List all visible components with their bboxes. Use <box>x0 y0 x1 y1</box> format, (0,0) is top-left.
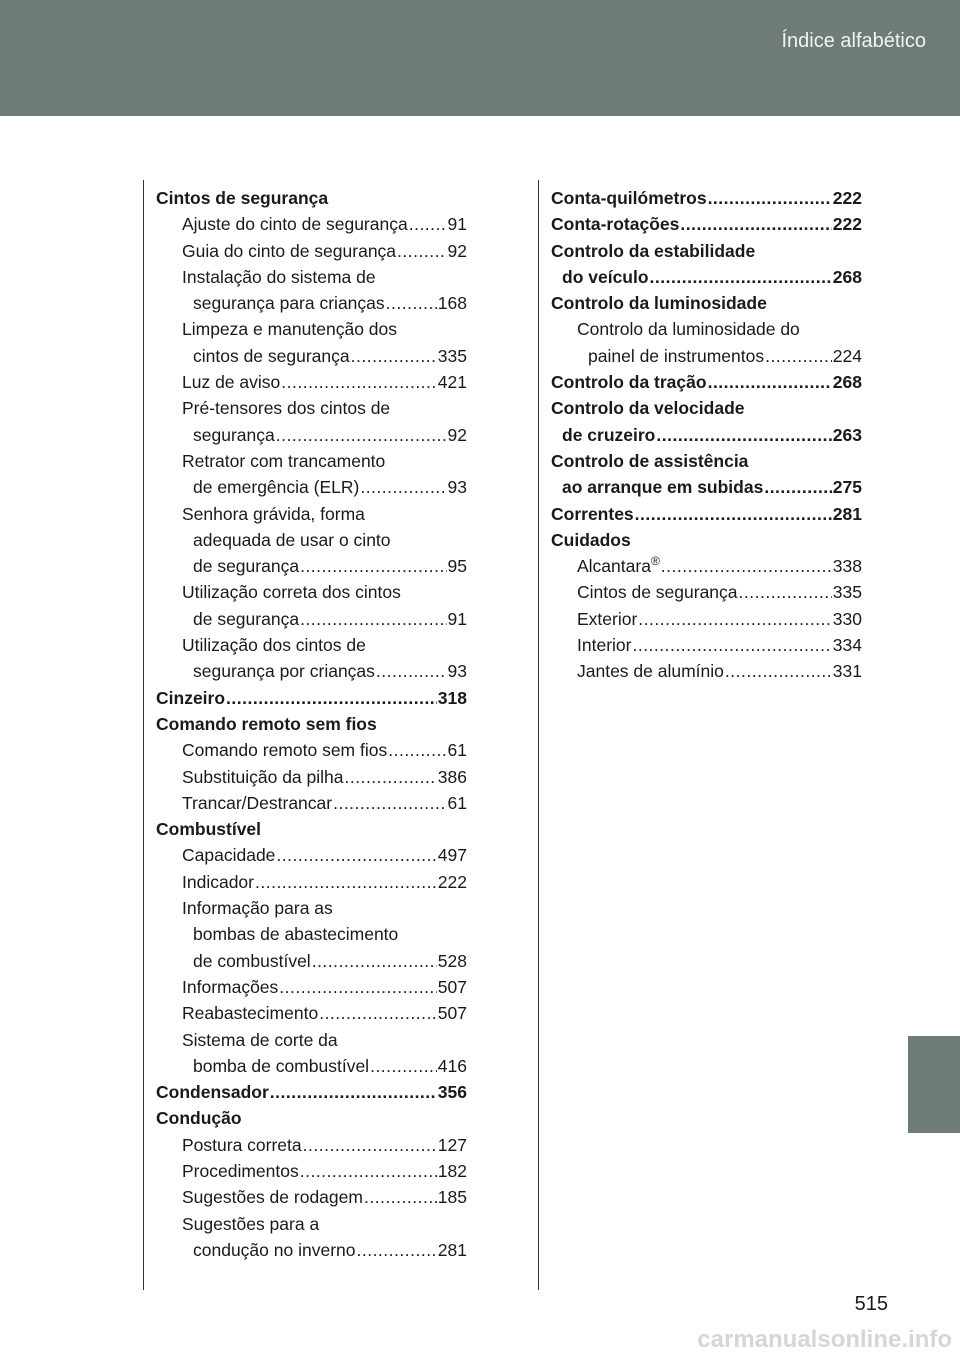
index-entry: Ajuste do cinto de segurança ..... 91 <box>156 211 467 237</box>
registered-mark: ® <box>650 554 660 569</box>
index-entry: segurança ..... 92 <box>156 422 467 448</box>
column-rule-middle <box>538 180 539 1290</box>
index-entry: Procedimentos ..... 182 <box>156 1158 467 1184</box>
page-header <box>0 0 960 116</box>
index-entry: Retrator com trancamento <box>182 450 386 471</box>
index-heading: Controlo da estabilidade <box>551 240 756 261</box>
index-entry: Cintos de segurança ..... 335 <box>551 579 862 605</box>
index-entry: Controlo da luminosidade do <box>577 319 800 340</box>
index-heading: Correntes ..... 281 <box>551 501 862 527</box>
index-entry: Comando remoto sem fios ..... 61 <box>156 737 467 763</box>
index-heading: de cruzeiro ..... 263 <box>551 422 862 448</box>
section-title: Índice alfabético <box>781 30 926 52</box>
index-heading: Conta-rotações ..... 222 <box>551 211 862 237</box>
index-heading: Combustível <box>156 819 262 840</box>
column-rule-left <box>143 180 144 1290</box>
index-entry: Exterior ..... 330 <box>551 606 862 632</box>
index-heading: Controlo da velocidade <box>551 398 745 419</box>
thumb-index-tab <box>908 1036 960 1133</box>
index-heading: Controlo da tração ..... 268 <box>551 369 862 395</box>
index-heading: Condensador ..... 356 <box>156 1079 467 1105</box>
index-heading: Controlo de assistência <box>551 450 749 471</box>
index-heading: Conta-quilómetros ..... 222 <box>551 185 862 211</box>
index-column-right <box>551 185 862 685</box>
index-entry: Limpeza e manutenção dos <box>182 319 397 340</box>
page-number: 515 <box>854 1293 888 1315</box>
index-entry: Senhora grávida, forma <box>182 503 365 524</box>
index-entry: Indicador ..... 222 <box>156 869 467 895</box>
index-heading: Controlo da luminosidade <box>551 293 767 314</box>
index-entry: cintos de segurança ..... 335 <box>156 343 467 369</box>
index-entry: Sugestões para a <box>182 1213 320 1234</box>
index-entry: painel de instrumentos ..... 224 <box>551 343 862 369</box>
index-heading: do veículo ..... 268 <box>551 264 862 290</box>
index-heading: Cinzeiro ..... 318 <box>156 685 467 711</box>
index-entry: Sistema de corte da <box>182 1029 338 1050</box>
index-entry: Guia do cinto de segurança ..... 92 <box>156 238 467 264</box>
index-entry: Substituição da pilha ..... 386 <box>156 764 467 790</box>
index-entry: de emergência (ELR) ..... 93 <box>156 474 467 500</box>
index-entry: bomba de combustível ..... 416 <box>156 1053 467 1079</box>
index-entry: Sugestões de rodagem ..... 185 <box>156 1184 467 1210</box>
index-entry: bombas de abastecimento <box>193 924 399 945</box>
index-entry: Informações ..... 507 <box>156 974 467 1000</box>
index-entry: Jantes de alumínio ..... 331 <box>551 658 862 684</box>
index-heading: Comando remoto sem fios <box>156 713 377 734</box>
index-entry: Postura correta ..... 127 <box>156 1132 467 1158</box>
index-entry: de segurança ..... 91 <box>156 606 467 632</box>
index-column-left <box>156 185 467 1263</box>
index-entry: Capacidade ..... 497 <box>156 842 467 868</box>
index-entry: Utilização dos cintos de <box>182 635 366 656</box>
index-entry: Utilização correta dos cintos <box>182 582 401 603</box>
watermark: carmanualsonline.info <box>697 1326 952 1353</box>
index-entry: adequada de usar o cinto <box>193 529 391 550</box>
index-entry: de combustível ..... 528 <box>156 948 467 974</box>
index-entry: Luz de aviso ..... 421 <box>156 369 467 395</box>
index-heading: Cuidados <box>551 529 631 550</box>
index-heading: Condução <box>156 1108 242 1129</box>
index-entry: segurança para crianças ..... 168 <box>156 290 467 316</box>
index-entry: Interior ..... 334 <box>551 632 862 658</box>
index-heading: Cintos de segurança <box>156 188 329 208</box>
index-entry: Informação para as <box>182 898 333 919</box>
index-entry: Reabastecimento ..... 507 <box>156 1000 467 1026</box>
index-entry: Alcantara® ..... 338 <box>551 553 862 579</box>
index-entry: condução no inverno ..... 281 <box>156 1237 467 1263</box>
index-entry: Instalação do sistema de <box>182 266 376 287</box>
index-entry: Trancar/Destrancar ..... 61 <box>156 790 467 816</box>
index-entry: Pré-tensores dos cintos de <box>182 398 391 419</box>
index-heading: ao arranque em subidas ..... 275 <box>551 474 862 500</box>
index-entry: de segurança ..... 95 <box>156 553 467 579</box>
index-entry: segurança por crianças ..... 93 <box>156 658 467 684</box>
